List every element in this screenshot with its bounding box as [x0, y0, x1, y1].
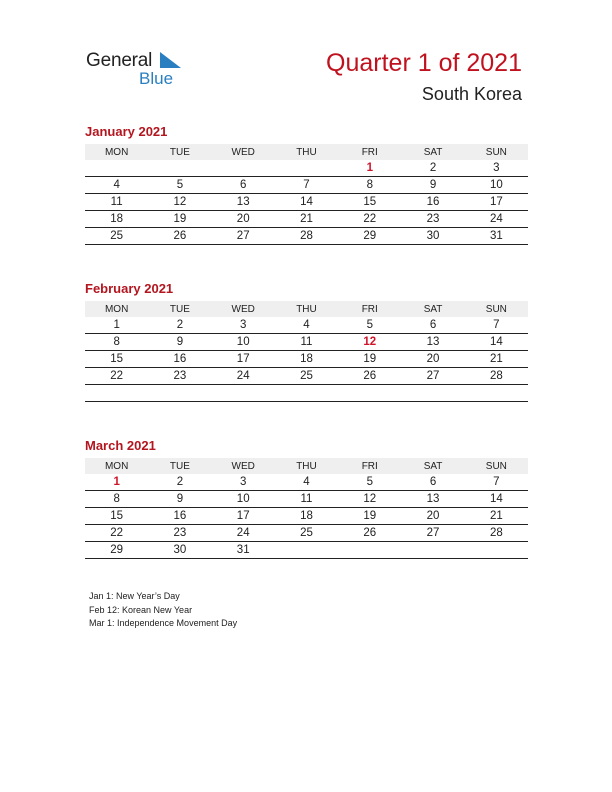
weekday-header: FRI: [338, 301, 401, 317]
day-cell: 1: [85, 317, 148, 334]
day-cell: 5: [148, 177, 211, 194]
week-row: [85, 317, 528, 334]
day-cell: 25: [85, 228, 148, 245]
day-cell: 22: [338, 211, 401, 228]
week-row: [85, 491, 528, 508]
weekday-header: THU: [275, 301, 338, 317]
week-row: [85, 194, 528, 211]
weekday-header: THU: [275, 144, 338, 160]
day-cell: [401, 385, 464, 402]
holiday-notes: [89, 590, 237, 631]
week-row: [85, 508, 528, 525]
day-cell: 25: [275, 525, 338, 542]
day-cell: 18: [275, 351, 338, 368]
day-cell: 16: [401, 194, 464, 211]
day-cell: 8: [338, 177, 401, 194]
day-cell: 15: [85, 508, 148, 525]
day-cell: 12: [338, 491, 401, 508]
weekday-header: TUE: [148, 144, 211, 160]
week-row: [85, 177, 528, 194]
day-cell: 4: [275, 317, 338, 334]
day-cell: 4: [275, 474, 338, 491]
weekday-header: TUE: [148, 301, 211, 317]
day-cell: [85, 385, 148, 402]
day-cell: 7: [275, 177, 338, 194]
day-cell: [401, 542, 464, 559]
day-cell: 19: [338, 508, 401, 525]
weekday-header: SAT: [401, 458, 464, 474]
day-cell: [148, 160, 211, 177]
day-cell: 21: [465, 508, 528, 525]
day-cell: 18: [85, 211, 148, 228]
month-calendar: [85, 438, 528, 559]
logo-general-text: General: [86, 50, 153, 71]
weekday-header: MON: [85, 144, 148, 160]
brand-logo: [86, 50, 196, 90]
day-cell: 7: [465, 474, 528, 491]
month-grid: [85, 144, 528, 245]
day-cell: 5: [338, 474, 401, 491]
day-cell: 27: [401, 368, 464, 385]
day-cell: 29: [338, 228, 401, 245]
day-cell: 23: [148, 525, 211, 542]
day-cell: [275, 385, 338, 402]
week-row: [85, 385, 528, 402]
day-cell: 9: [401, 177, 464, 194]
day-cell: 13: [401, 491, 464, 508]
day-cell: [465, 385, 528, 402]
holiday-day-cell: 1: [338, 160, 401, 177]
weekday-header: MON: [85, 458, 148, 474]
day-cell: 13: [401, 334, 464, 351]
day-cell: 2: [148, 474, 211, 491]
day-cell: 31: [465, 228, 528, 245]
weekday-header-row: [85, 301, 528, 317]
weekday-header: THU: [275, 458, 338, 474]
day-cell: 8: [85, 334, 148, 351]
day-cell: 20: [401, 351, 464, 368]
day-cell: 31: [212, 542, 275, 559]
day-cell: 28: [275, 228, 338, 245]
weekday-header: FRI: [338, 458, 401, 474]
day-cell: [465, 542, 528, 559]
day-cell: 14: [275, 194, 338, 211]
day-cell: 10: [212, 491, 275, 508]
weekday-header-row: [85, 458, 528, 474]
holiday-note: Feb 12: Korean New Year: [89, 604, 193, 615]
day-cell: [338, 385, 401, 402]
day-cell: 11: [85, 194, 148, 211]
month-title: February 2021: [85, 281, 174, 296]
holiday-day-cell: 1: [85, 474, 148, 491]
weekday-header-row: [85, 144, 528, 160]
week-row: [85, 542, 528, 559]
week-row: [85, 351, 528, 368]
day-cell: 26: [338, 368, 401, 385]
day-cell: 26: [148, 228, 211, 245]
day-cell: 5: [338, 317, 401, 334]
month-title: January 2021: [85, 124, 168, 139]
week-row: [85, 525, 528, 542]
day-cell: 6: [212, 177, 275, 194]
week-row: [85, 160, 528, 177]
day-cell: 13: [212, 194, 275, 211]
day-cell: 6: [401, 317, 464, 334]
day-cell: 11: [275, 334, 338, 351]
day-cell: 30: [148, 542, 211, 559]
country-name: South Korea: [421, 84, 522, 104]
day-cell: 9: [148, 491, 211, 508]
weekday-header: SAT: [401, 144, 464, 160]
day-cell: 8: [85, 491, 148, 508]
day-cell: 17: [212, 351, 275, 368]
day-cell: 3: [465, 160, 528, 177]
day-cell: 27: [401, 525, 464, 542]
day-cell: [338, 542, 401, 559]
day-cell: 23: [148, 368, 211, 385]
day-cell: 6: [401, 474, 464, 491]
day-cell: 2: [401, 160, 464, 177]
day-cell: 14: [465, 491, 528, 508]
day-cell: 17: [465, 194, 528, 211]
day-cell: 9: [148, 334, 211, 351]
weekday-header: WED: [212, 144, 275, 160]
logo-blue-text: Blue: [139, 69, 174, 88]
weekday-header: SUN: [465, 301, 528, 317]
day-cell: 2: [148, 317, 211, 334]
day-cell: 21: [275, 211, 338, 228]
day-cell: 19: [148, 211, 211, 228]
day-cell: 19: [338, 351, 401, 368]
month-calendar: [85, 124, 528, 245]
logo-triangle-icon: [160, 52, 182, 69]
weekday-header: SUN: [465, 144, 528, 160]
day-cell: 23: [401, 211, 464, 228]
day-cell: 7: [465, 317, 528, 334]
day-cell: [212, 160, 275, 177]
holiday-day-cell: 12: [338, 334, 401, 351]
weekday-header: WED: [212, 301, 275, 317]
day-cell: 11: [275, 491, 338, 508]
day-cell: 3: [212, 474, 275, 491]
weekday-header: FRI: [338, 144, 401, 160]
day-cell: [275, 160, 338, 177]
day-cell: 25: [275, 368, 338, 385]
day-cell: [148, 385, 211, 402]
holiday-note: Mar 1: Independence Movement Day: [89, 618, 238, 628]
day-cell: 12: [148, 194, 211, 211]
day-cell: 26: [338, 525, 401, 542]
day-cell: 20: [401, 508, 464, 525]
day-cell: 30: [401, 228, 464, 245]
day-cell: 16: [148, 508, 211, 525]
day-cell: 29: [85, 542, 148, 559]
day-cell: 21: [465, 351, 528, 368]
day-cell: 27: [212, 228, 275, 245]
day-cell: 22: [85, 525, 148, 542]
day-cell: 14: [465, 334, 528, 351]
month-title: March 2021: [85, 438, 156, 453]
day-cell: 24: [465, 211, 528, 228]
weekday-header: WED: [212, 458, 275, 474]
month-calendar: [85, 281, 528, 402]
day-cell: 4: [85, 177, 148, 194]
day-cell: 10: [465, 177, 528, 194]
day-cell: 15: [85, 351, 148, 368]
day-cell: 16: [148, 351, 211, 368]
week-row: [85, 228, 528, 245]
day-cell: 24: [212, 525, 275, 542]
day-cell: 28: [465, 525, 528, 542]
weekday-header: SUN: [465, 458, 528, 474]
weekday-header: MON: [85, 301, 148, 317]
week-row: [85, 334, 528, 351]
holiday-note: Jan 1: New Year’s Day: [89, 591, 180, 601]
day-cell: [275, 542, 338, 559]
weekday-header: TUE: [148, 458, 211, 474]
week-row: [85, 368, 528, 385]
month-grid: [85, 458, 528, 559]
day-cell: 10: [212, 334, 275, 351]
day-cell: [212, 385, 275, 402]
day-cell: [85, 160, 148, 177]
day-cell: 20: [212, 211, 275, 228]
day-cell: 18: [275, 508, 338, 525]
day-cell: 15: [338, 194, 401, 211]
week-row: [85, 211, 528, 228]
day-cell: 3: [212, 317, 275, 334]
day-cell: 17: [212, 508, 275, 525]
page-title: Quarter 1 of 2021: [326, 49, 522, 77]
weekday-header: SAT: [401, 301, 464, 317]
day-cell: 28: [465, 368, 528, 385]
week-row: [85, 474, 528, 491]
day-cell: 22: [85, 368, 148, 385]
day-cell: 24: [212, 368, 275, 385]
month-grid: [85, 301, 528, 402]
